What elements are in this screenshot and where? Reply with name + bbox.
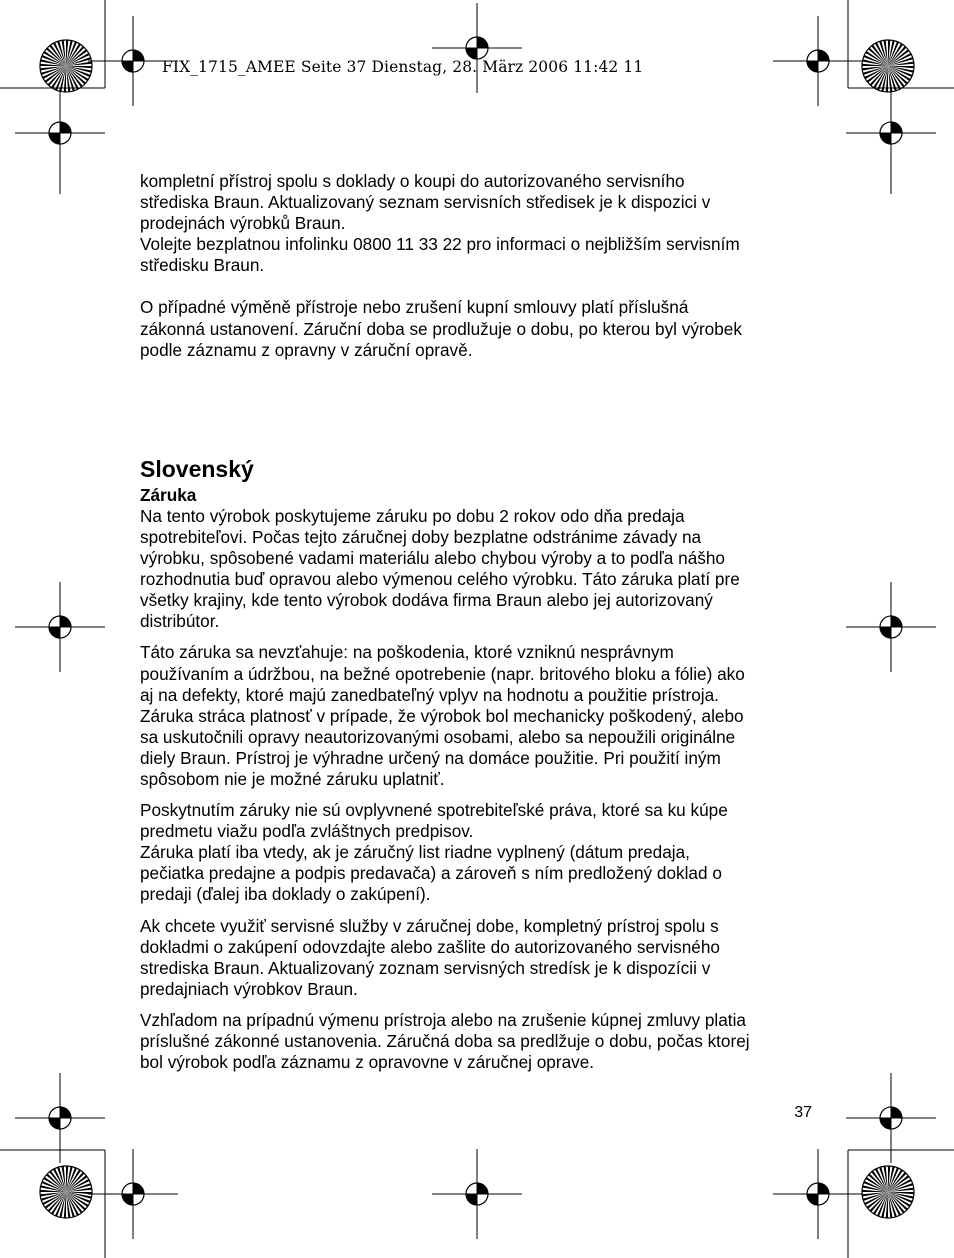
text-line: rozhodnutia buď opravou alebo výmenou celého výrobku. Táto záruka platí pre <box>140 569 740 590</box>
text-line: distribútor. <box>140 611 220 632</box>
starburst-target-icon <box>862 40 914 92</box>
text-line: Záruka platí iba vtedy, ak je záručný list riadne vyplnený (dátum predaja, <box>140 842 690 863</box>
starburst-target-icon <box>40 1166 92 1218</box>
text-line: Poskytnutím záruky nie sú ovplyvnené spotrebiteľské práva, ktoré sa ku kúpe <box>140 800 728 821</box>
text-line: zákonná ustanovení. Záruční doba se prodlužuje o dobu, po kterou byl výrobek <box>140 318 742 339</box>
slovak-paragraph-1 <box>140 506 820 633</box>
text-line: pečiatka predajne a podpis predavača) a zároveň s ním predložený doklad o <box>140 863 722 884</box>
text-line: spôsobom nie je možné záruku uplatniť. <box>140 768 445 789</box>
text-line: diely Braun. Prístroj je výhradne určený na domáce použitie. Pri použití iným <box>140 747 721 768</box>
registration-mark-icon <box>846 582 936 672</box>
text-line: Ak chcete využiť servisné služby v záručnej dobe, kompletný prístroj spolu s <box>140 915 719 936</box>
registration-mark-icon <box>432 1149 522 1239</box>
text-line: spotrebiteľovi. Počas tejto záručnej doby bezplatne odstránime závady na <box>140 526 702 547</box>
registration-mark-icon <box>15 582 105 672</box>
slovak-paragraph-3 <box>140 800 820 905</box>
registration-mark-icon <box>88 1149 178 1239</box>
registration-mark-icon <box>432 3 522 93</box>
text-line: středisku Braun. <box>140 255 265 276</box>
print-slug-header: FIX_1715_AMEE Seite 37 Dienstag, 28. März 2006 11:42 11 <box>162 58 644 76</box>
slovak-paragraph-4 <box>140 916 820 1000</box>
text-line: predmetu viažu podľa zvláštnych predpisov. <box>140 821 474 842</box>
text-line: O případné výměně přístroje nebo zrušení kupní smlouvy platí příslušná <box>140 297 689 318</box>
slovak-paragraph-5 <box>140 1010 820 1073</box>
czech-section <box>140 171 820 361</box>
text-line: střediska Braun. Aktualizovaný seznam servisních středisek je k dispozici v <box>140 192 711 213</box>
page-number: 37 <box>794 1104 812 1121</box>
page-content <box>140 171 820 1073</box>
text-line: bol výrobok podľa záznamu z opravovne v záručnej oprave. <box>140 1052 595 1073</box>
text-line: Táto záruka sa nevzťahuje: na poškodenia, ktoré vzniknú nesprávnym <box>140 642 674 663</box>
czech-paragraph-1 <box>140 171 820 276</box>
text-line: Na tento výrobok poskytujeme záruku po dobu 2 rokov odo dňa predaja <box>140 505 685 526</box>
text-line: kompletní přístroj spolu s doklady o koupi do autorizovaného servisního <box>140 171 685 191</box>
starburst-target-icon <box>40 40 92 92</box>
text-line: príslušné zákonné ustanovenia. Záručná doba sa predlžuje o dobu, počas ktorej <box>140 1031 750 1051</box>
text-line: podle záznamu z opravny v záruční opravě. <box>140 339 473 360</box>
czech-paragraph-2 <box>140 297 820 360</box>
section-heading: Slovenský <box>140 455 254 482</box>
starburst-target-icon <box>862 1166 914 1218</box>
text-line: predaji (ďalej iba doklady o zakúpení). <box>140 884 431 905</box>
slovak-paragraph-2 <box>140 642 820 790</box>
text-line: dokladmi o zakúpení odovzdajte alebo zašlite do autorizovaného servisného <box>140 936 720 957</box>
registration-mark-icon <box>773 1149 863 1239</box>
text-line: Záruka stráca platnosť v prípade, že výrobok bol mechanicky poškodený, alebo <box>140 705 744 726</box>
text-line: výrobku, spôsobené vadami materiálu alebo chybou výroby a to podľa nášho <box>140 548 725 569</box>
text-line: predajniach výrobkov Braun. <box>140 978 358 999</box>
text-line: aj na defekty, ktoré majú zanedbateľný vplyv na hodnotu a použitie prístroja. <box>140 684 719 705</box>
text-line: používaním a údržbou, na bežné opotrebenie (napr. britového bloku a fólie) ako <box>140 663 745 684</box>
text-line: strediska Braun. Aktualizovaný zoznam servisných stredísk je k dispozícii v <box>140 957 711 978</box>
text-line: Volejte bezplatnou infolinku 0800 11 33 22 pro informaci o nejbližším servisním <box>140 234 740 255</box>
text-line: prodejnách výrobků Braun. <box>140 213 346 234</box>
registration-mark-icon <box>773 16 863 106</box>
text-line: Vzhľadom na prípadnú výmenu prístroja alebo na zrušenie kúpnej zmluvy platia <box>140 1009 746 1030</box>
slovak-section <box>140 455 820 1073</box>
text-line: sa uskutočnili opravy neautorizovanými osobami, alebo sa nepoužili originálne <box>140 726 736 747</box>
warranty-subheading: Záruka <box>140 484 197 505</box>
text-line: všetky krajiny, kde tento výrobok dodáva firma Braun alebo jej autorizovaný <box>140 590 713 611</box>
